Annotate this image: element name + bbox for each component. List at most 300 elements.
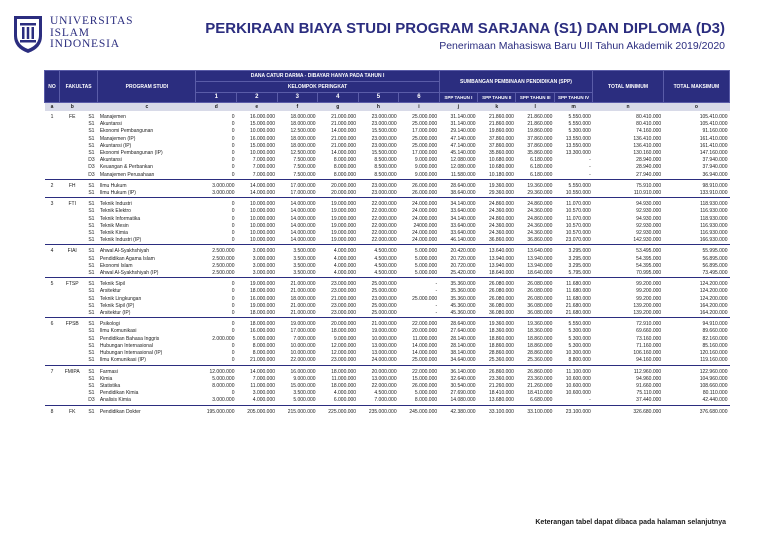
row-program-cell: Keuangan & Perbankan — [99, 164, 153, 171]
row-value-cell: 26.080.000 — [527, 295, 553, 302]
row-value-cell: 31.140.000 — [450, 121, 476, 128]
row-value-cell: 26.860.000 — [488, 368, 514, 375]
table-row — [45, 256, 730, 263]
row-value-cell: 21.000.000 — [331, 135, 357, 142]
row-fakultas-cell: FMIPA — [64, 368, 80, 375]
row-value-cell: 11.000.000 — [250, 382, 276, 389]
row-value-cell: 27.940.000 — [636, 171, 662, 178]
row-no-cell: 4 — [50, 248, 54, 255]
row-value-cell: 21.680.000 — [565, 310, 591, 317]
row-value-cell: 75.910.000 — [636, 182, 662, 189]
row-fakultas-cell — [59, 150, 85, 157]
row-value-cell: 3.000.000 — [252, 262, 276, 269]
row-value-cell: 11.680.000 — [566, 295, 591, 302]
row-value-cell: 2.500.000 — [212, 270, 235, 277]
row-value-cell: 19.360.000 — [488, 321, 514, 328]
row-value-cell: 12.500.000 — [290, 128, 316, 135]
row-value-cell: 18.640.000 — [488, 270, 514, 277]
row-value-cell: 5.300.000 — [568, 342, 591, 349]
row-value-cell: 47.140.000 — [450, 142, 476, 149]
row-value-cell: 4.000.000 — [333, 248, 357, 255]
row-value-cell: 92.930.000 — [636, 222, 662, 229]
row-value-cell: 24.000.000 — [412, 208, 438, 215]
row-value-cell: 7.000.000 — [252, 157, 276, 164]
row-value-cell: 18.000.000 — [290, 135, 316, 142]
row-value-cell: 16.000.000 — [250, 328, 276, 335]
row-value-cell: 24.860.000 — [527, 201, 553, 208]
row-no-cell: 6 — [50, 321, 54, 328]
row-value-cell: 14.000.000 — [250, 368, 276, 375]
row-no-cell — [45, 136, 60, 143]
row-value-cell: 14.000.000 — [412, 342, 438, 349]
row-program-cell: Pendidikan Kimia — [99, 390, 139, 397]
row-program-cell: Pendidikan Bahasa Inggris — [99, 335, 160, 342]
page-subtitle: Penerimaan Mahasiswa Baru UII Tahun Akademik 2019/2020 — [439, 40, 725, 52]
row-value-cell: 0 — [231, 230, 235, 237]
row-no-cell — [45, 376, 60, 383]
row-value-cell: 9.000.000 — [414, 164, 438, 171]
row-value-cell: 8.000.000 — [414, 397, 438, 404]
row-program-cell: Ahwal Al-Syakhshiyah (IP) — [99, 270, 159, 277]
row-value-cell: 13.550.000 — [565, 142, 591, 149]
row-value-cell: 10.000.000 — [250, 208, 276, 215]
row-value-cell: 14.000.000 — [290, 230, 316, 237]
row-value-cell: 14.000.000 — [290, 208, 316, 215]
row-value-cell: 70.995.000 — [636, 270, 662, 277]
row-value-cell: 80.410.000 — [636, 114, 662, 120]
row-value-cell: 56.895.000 — [702, 262, 728, 269]
row-value-cell: 119.160.000 — [700, 357, 728, 364]
column-letter: c — [98, 103, 196, 112]
row-value-cell: 37.860.000 — [527, 142, 553, 149]
row-value-cell: 24.000.000 — [412, 215, 438, 222]
row-value-cell: 74.160.000 — [636, 128, 662, 135]
row-value-cell: 8.000.000 — [252, 350, 276, 357]
row-value-cell: 25.000.000 — [412, 121, 438, 128]
wordmark-line-3: INDONESIA — [50, 38, 120, 50]
table-row — [45, 409, 730, 416]
row-value-cell: 22.000.000 — [371, 222, 397, 229]
row-program-cell: Teknik Informatika — [99, 215, 141, 222]
row-value-cell: 5.000.000 — [414, 270, 438, 277]
row-value-cell: 25.360.000 — [488, 357, 514, 364]
row-value-cell: 161.410.000 — [699, 142, 728, 149]
row-no-cell — [45, 128, 60, 135]
row-value-cell: 34.140.000 — [450, 215, 476, 222]
row-fakultas-cell — [59, 216, 85, 223]
row-value-cell: 4.500.000 — [374, 270, 397, 277]
row-value-cell: 36.080.000 — [527, 310, 553, 317]
cost-table — [44, 70, 730, 416]
row-value-cell: 26.000.000 — [412, 190, 438, 197]
row-level-cell: S1 — [88, 248, 95, 255]
row-value-cell: 23.000.000 — [331, 357, 357, 364]
row-value-cell: 14.000.000 — [331, 128, 357, 135]
row-value-cell: 195.000.000 — [206, 408, 235, 415]
row-value-cell: 29.360.000 — [488, 190, 514, 197]
row-level-cell: S1 — [88, 310, 95, 317]
row-value-cell: 13.940.000 — [488, 262, 514, 269]
row-value-cell: 35.860.000 — [488, 150, 514, 157]
column-letter: l — [516, 103, 554, 112]
row-value-cell: 5.000.000 — [252, 335, 276, 342]
row-no-cell — [45, 190, 60, 198]
row-value-cell: 32.640.000 — [450, 375, 476, 382]
row-value-cell: 245.000.000 — [409, 408, 438, 415]
row-value-cell: 20.720.000 — [450, 262, 476, 269]
row-program-cell: Teknik Mesin — [99, 222, 129, 229]
row-value-cell: 36.080.000 — [488, 302, 514, 309]
table-row — [45, 369, 730, 376]
row-value-cell: 28.140.000 — [450, 342, 476, 349]
row-value-cell: 15.000.000 — [290, 382, 316, 389]
row-no-cell: 7 — [50, 368, 54, 375]
row-value-cell: 0 — [231, 135, 235, 142]
row-value-cell: 21.000.000 — [331, 295, 357, 302]
spp-year-header: SPP TAHUN I — [439, 93, 477, 103]
col-fakultas-header: FAKULTAS — [59, 71, 97, 103]
table-row — [45, 248, 730, 255]
row-value-cell: 3.500.000 — [293, 262, 316, 269]
row-value-cell: 20.000.000 — [412, 328, 438, 335]
row-value-cell: 37.860.000 — [488, 142, 514, 149]
row-program-cell: Teknik Industri — [99, 201, 132, 208]
row-value-cell: 21.260.000 — [527, 382, 553, 389]
row-value-cell: 106.160.000 — [633, 350, 662, 357]
row-value-cell: 6.000.000 — [333, 397, 357, 404]
row-value-cell: 0 — [231, 281, 235, 288]
row-fakultas-cell — [59, 143, 85, 150]
row-value-cell: 104.960.000 — [699, 375, 728, 382]
table-row — [45, 136, 730, 143]
column-letter: d — [196, 103, 237, 112]
row-value-cell: 13.940.000 — [488, 255, 514, 262]
row-value-cell: 10.680.000 — [488, 157, 514, 164]
row-value-cell: 26.080.000 — [488, 295, 514, 302]
column-letter: a — [45, 103, 60, 112]
row-value-cell: 166.930.000 — [699, 237, 728, 244]
row-value-cell: 25.000.000 — [371, 310, 397, 317]
row-fakultas-cell: FK — [69, 408, 76, 415]
row-value-cell: 19.000.000 — [331, 208, 357, 215]
table-row — [45, 270, 730, 278]
row-value-cell: 6.180.000 — [530, 164, 553, 171]
row-value-cell: 20.000.000 — [331, 190, 357, 197]
row-fakultas-cell — [59, 256, 85, 263]
row-value-cell: 25.000.000 — [412, 135, 438, 142]
row-value-cell: - — [589, 164, 591, 171]
row-value-cell: 11.070.000 — [566, 215, 591, 222]
row-value-cell: 24.360.000 — [488, 230, 514, 237]
row-level-cell: S1 — [88, 335, 95, 342]
row-fakultas-cell — [59, 208, 85, 215]
row-level-cell: S1 — [88, 288, 95, 295]
row-fakultas-cell — [59, 136, 85, 143]
row-value-cell: 205.000.000 — [247, 408, 276, 415]
column-letter: j — [439, 103, 477, 112]
column-letter: o — [663, 103, 729, 112]
row-value-cell: 3.295.000 — [568, 262, 591, 269]
row-value-cell: 23.000.000 — [371, 182, 397, 189]
row-value-cell: 5.000.000 — [414, 262, 438, 269]
footer-note: Keterangan tabel dapat dibaca pada halaman selanjutnya — [535, 519, 726, 526]
row-fakultas-cell: FTI — [68, 201, 76, 208]
row-no-cell: 2 — [50, 182, 54, 189]
row-value-cell: 5.000.000 — [293, 397, 316, 404]
row-program-cell: Kimia — [99, 375, 113, 382]
row-no-cell — [45, 208, 60, 215]
row-value-cell: 105.410.000 — [699, 121, 728, 128]
row-value-cell: 3.000.000 — [252, 248, 276, 255]
row-value-cell: 28.860.000 — [488, 350, 514, 357]
row-value-cell: 9.000.000 — [414, 157, 438, 164]
row-value-cell: 0 — [231, 121, 235, 128]
row-value-cell: 10.600.000 — [565, 390, 591, 397]
row-value-cell: 8.000.000 — [333, 164, 357, 171]
row-level-cell: S1 — [88, 121, 95, 128]
row-value-cell: 29.140.000 — [450, 128, 476, 135]
row-value-cell: 7.500.000 — [293, 164, 316, 171]
row-value-cell: 11.000.000 — [412, 335, 438, 342]
row-fakultas-cell — [59, 190, 85, 198]
row-value-cell: 19.360.000 — [527, 321, 553, 328]
row-fakultas-cell — [59, 383, 85, 390]
row-value-cell: 10.600.000 — [565, 375, 591, 382]
column-letter-row — [45, 103, 730, 112]
row-value-cell: 23.000.000 — [371, 135, 397, 142]
row-program-cell: Ekonomi Pembangunan — [99, 128, 154, 135]
row-value-cell: 26.000.000 — [412, 182, 438, 189]
row-value-cell: 33.640.000 — [450, 208, 476, 215]
table-row — [45, 350, 730, 357]
row-value-cell: 34.640.000 — [450, 357, 476, 364]
row-level-cell: S1 — [88, 357, 95, 364]
row-value-cell: 5.300.000 — [568, 128, 591, 135]
row-value-cell: 3.000.000 — [252, 255, 276, 262]
row-value-cell: 0 — [231, 288, 235, 295]
row-value-cell: 89.660.000 — [702, 328, 728, 335]
row-value-cell: 12.080.000 — [450, 164, 476, 171]
row-fakultas-cell: FH — [68, 182, 76, 189]
row-value-cell: 17.000.000 — [290, 182, 316, 189]
row-value-cell: 6.180.000 — [530, 171, 553, 178]
row-program-cell: Akuntansi (IP) — [99, 142, 132, 149]
row-value-cell: 21.680.000 — [565, 302, 591, 309]
row-program-cell: Ilmu Hukum (IP) — [99, 190, 136, 197]
row-fakultas-cell — [59, 157, 85, 164]
row-level-cell: S1 — [88, 321, 95, 328]
row-value-cell: 18.640.000 — [527, 270, 553, 277]
row-program-cell: Teknik Elektro — [99, 208, 131, 215]
row-no-cell — [45, 270, 60, 278]
row-level-cell: S1 — [88, 342, 95, 349]
row-value-cell: 18.410.000 — [488, 390, 514, 397]
cost-table-container — [44, 70, 730, 416]
row-value-cell: 33.640.000 — [450, 230, 476, 237]
row-value-cell: 14.000.000 — [290, 215, 316, 222]
table-row — [45, 336, 730, 343]
row-value-cell: 5.300.000 — [568, 335, 591, 342]
table-row — [45, 237, 730, 245]
row-value-cell: - — [435, 310, 438, 317]
row-value-cell: 54.395.000 — [636, 255, 662, 262]
row-level-cell: S1 — [88, 302, 95, 309]
column-letter: g — [318, 103, 359, 112]
row-value-cell: 13.640.000 — [527, 248, 553, 255]
row-value-cell: 10.600.000 — [565, 382, 591, 389]
row-value-cell: 10.550.000 — [565, 190, 591, 197]
row-no-cell: 3 — [50, 201, 54, 208]
row-value-cell: 164.200.000 — [699, 302, 728, 309]
row-fakultas-cell — [59, 310, 85, 318]
row-value-cell: 82.160.000 — [702, 335, 728, 342]
row-fakultas-cell — [59, 296, 85, 303]
row-value-cell: 22.000.000 — [371, 208, 397, 215]
page-title: PERKIRAAN BIAYA STUDI PROGRAM SARJANA (S1) DAN DIPLOMA (D3) — [205, 20, 725, 37]
table-row — [45, 223, 730, 230]
table-row — [45, 310, 730, 318]
row-level-cell: S1 — [88, 328, 95, 335]
row-value-cell: 7.500.000 — [293, 171, 316, 178]
row-value-cell: 17.000.000 — [412, 128, 438, 135]
row-value-cell: 28.940.000 — [636, 157, 662, 164]
row-value-cell: 20.000.000 — [331, 321, 357, 328]
university-wordmark — [50, 16, 133, 51]
row-value-cell: 21.000.000 — [331, 121, 357, 128]
row-value-cell: 19.860.000 — [527, 128, 553, 135]
row-value-cell: 4.500.000 — [374, 255, 397, 262]
row-value-cell: 92.930.000 — [636, 230, 662, 237]
table-row — [45, 190, 730, 198]
row-fakultas-cell — [59, 350, 85, 357]
row-value-cell: 14.000.000 — [412, 350, 438, 357]
row-value-cell: 10.570.000 — [565, 230, 591, 237]
row-program-cell: Arsitektur — [99, 288, 121, 295]
row-fakultas-cell: FIAI — [67, 248, 77, 255]
row-value-cell: 3.500.000 — [293, 248, 316, 255]
row-value-cell: 19.360.000 — [488, 182, 514, 189]
row-fakultas-cell — [59, 328, 85, 335]
row-value-cell: 25.360.000 — [527, 357, 553, 364]
row-value-cell: 19.000.000 — [250, 281, 276, 288]
row-program-cell: Teknik Kimia — [99, 230, 128, 237]
row-fakultas-cell — [59, 357, 85, 365]
row-value-cell: 11.100.000 — [566, 368, 591, 375]
row-value-cell: 13.000.000 — [371, 375, 397, 382]
row-program-cell: Akuntansi — [99, 121, 122, 128]
row-value-cell: 23.000.000 — [371, 114, 397, 120]
row-value-cell: 19.000.000 — [331, 201, 357, 208]
row-value-cell: 37.440.000 — [636, 397, 662, 404]
row-value-cell: 36.860.000 — [488, 237, 514, 244]
row-value-cell: 15.500.000 — [371, 128, 397, 135]
row-value-cell: 13.940.000 — [527, 255, 553, 262]
row-value-cell: 8.500.000 — [374, 164, 397, 171]
row-value-cell: 18.000.000 — [250, 288, 276, 295]
row-program-cell: Pendidikan Dokter — [99, 408, 141, 415]
row-level-cell: S1 — [88, 128, 95, 135]
row-value-cell: 20.000.000 — [371, 368, 397, 375]
row-value-cell: 37.940.000 — [702, 157, 728, 164]
row-value-cell: 124.200.000 — [699, 288, 728, 295]
row-fakultas-cell — [59, 263, 85, 270]
row-program-cell: Ekonomi Pembangunan (IP) — [99, 150, 163, 157]
row-value-cell: 13.640.000 — [488, 248, 514, 255]
row-value-cell: 0 — [231, 237, 235, 244]
row-program-cell: Psikologi — [99, 321, 120, 328]
row-level-cell: S1 — [88, 208, 95, 215]
row-value-cell: 4.500.000 — [374, 390, 397, 397]
row-value-cell: 98.910.000 — [702, 182, 728, 189]
row-no-cell — [45, 143, 60, 150]
row-program-cell: Arsitektur (IP) — [99, 310, 131, 317]
row-value-cell: 30.540.000 — [450, 382, 476, 389]
row-value-cell: 23.000.000 — [331, 281, 357, 288]
wordmark-line-2: ISLAM — [50, 26, 90, 39]
row-value-cell: 21.000.000 — [331, 114, 357, 120]
row-value-cell: 22.000.000 — [371, 382, 397, 389]
row-value-cell: 215.000.000 — [287, 408, 316, 415]
row-value-cell: 13.680.000 — [488, 397, 514, 404]
row-value-cell: 18.860.000 — [527, 335, 553, 342]
row-value-cell: 24.860.000 — [527, 215, 553, 222]
row-value-cell: 85.160.000 — [702, 342, 728, 349]
row-value-cell: 8.000.000 — [333, 157, 357, 164]
row-value-cell: 22.000.000 — [371, 237, 397, 244]
row-value-cell: 0 — [231, 128, 235, 135]
row-value-cell: 42.380.000 — [450, 408, 476, 415]
table-row — [45, 230, 730, 237]
row-program-cell: Manajemen (IP) — [99, 135, 136, 142]
row-value-cell: 21.860.000 — [527, 121, 553, 128]
col-program-header: PROGRAM STUDI — [98, 71, 196, 103]
row-value-cell: 26.080.000 — [527, 281, 553, 288]
table-row — [45, 397, 730, 405]
row-value-cell: 28.640.000 — [450, 182, 476, 189]
row-value-cell: 4.000.000 — [333, 255, 357, 262]
row-value-cell: 124.200.000 — [699, 281, 728, 288]
row-value-cell: 20.720.000 — [450, 255, 476, 262]
col-min-header: TOTAL MINIMUM — [593, 71, 663, 103]
row-value-cell: 23.000.000 — [371, 190, 397, 197]
row-level-cell: S1 — [88, 350, 95, 357]
table-row — [45, 150, 730, 157]
row-value-cell: 10.000.000 — [290, 350, 316, 357]
university-logo-icon — [12, 14, 44, 54]
row-value-cell: 73.495.000 — [702, 270, 728, 277]
row-value-cell: 16.000.000 — [250, 295, 276, 302]
row-value-cell: 0 — [231, 142, 235, 149]
row-value-cell: 94.160.000 — [636, 357, 662, 364]
row-value-cell: 31.140.000 — [450, 114, 476, 120]
table-row — [45, 143, 730, 150]
row-value-cell: 118.930.000 — [700, 201, 728, 208]
row-value-cell: 28.940.000 — [636, 164, 662, 171]
row-level-cell: S1 — [88, 281, 95, 288]
rank-header: 6 — [399, 93, 440, 103]
table-row — [45, 383, 730, 390]
row-value-cell: 36.080.000 — [488, 310, 514, 317]
row-value-cell: 5.000.000 — [414, 390, 438, 397]
row-value-cell: 7.000.000 — [252, 164, 276, 171]
table-row — [45, 343, 730, 350]
table-row — [45, 303, 730, 310]
row-value-cell: 10.570.000 — [565, 222, 591, 229]
row-value-cell: 11.580.000 — [450, 171, 476, 178]
row-value-cell: 0 — [231, 350, 235, 357]
row-value-cell: 0 — [231, 295, 235, 302]
row-no-cell — [45, 350, 60, 357]
